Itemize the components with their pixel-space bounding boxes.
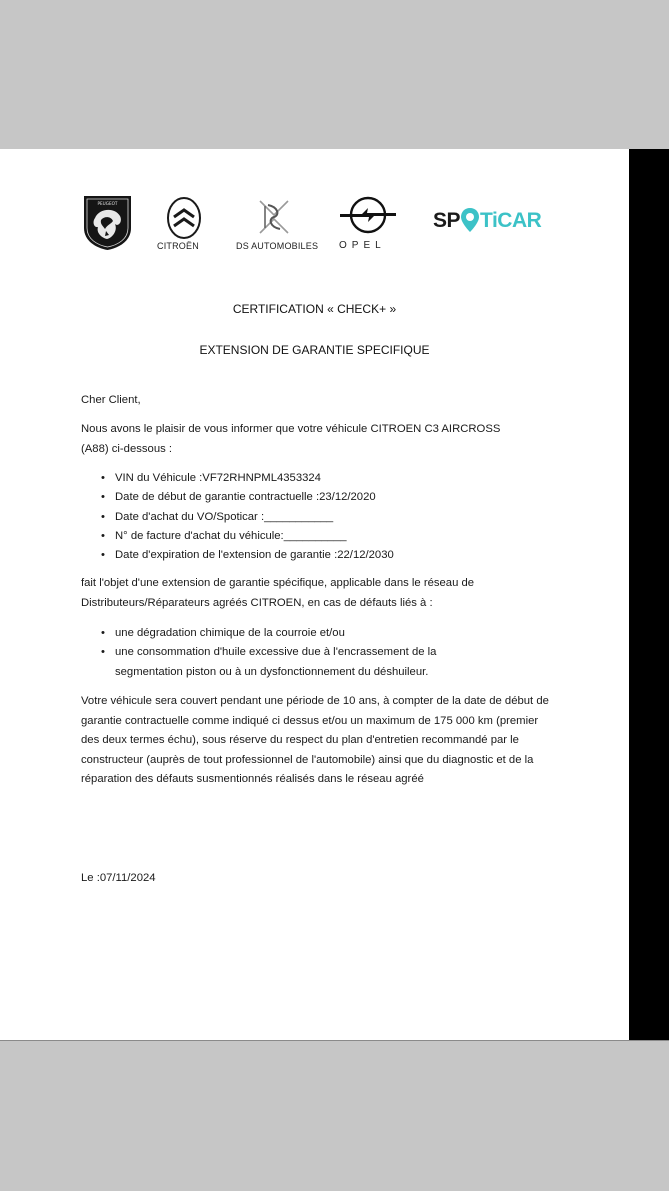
citroen-label: CITROËN	[157, 241, 199, 251]
coverage-terms-paragraph: Votre véhicule sera couvert pendant une période de 10 ans, à compter de la date de début de garantie contractuelle comme indiqué ci dessus et/ou un maximum de 175 000 km (premier des deux termes échu), sous réserve du respect du plan d'entretien recommandé par le constructeur (auprès de tout professionnel de l'automobile) ainsi que du diagnostic et de la réparation des défauts susmentionnés réalisés dans le réseau agréé	[81, 695, 549, 785]
opel-label: OPEL	[339, 240, 386, 251]
list-item: • Date d'achat du VO/Spoticar :___________	[81, 508, 551, 527]
list-item: • Date d'expiration de l'extension de garantie :22/12/2030	[81, 546, 551, 565]
list-item: • VIN du Véhicule :VF72RHNPML4353324	[81, 469, 551, 488]
document-page	[0, 149, 629, 1040]
page-bottom-divider	[0, 1040, 669, 1041]
coverage-intro-paragraph: fait l'objet d'une extension de garantie spécifique, applicable dans le réseau de Distributeurs/Réparateurs agréés CITROEN, en cas de défauts liés à :	[81, 577, 475, 609]
list-item: • une dégradation chimique de la courroie et/ou	[81, 624, 501, 643]
opel-logo-icon	[338, 194, 398, 236]
spoticar-logo: SP TiCAR	[433, 209, 542, 232]
scan-edge-bar	[629, 149, 669, 1040]
intro-paragraph: Nous avons le plaisir de vous informer que votre véhicule CITROEN C3 AIRCROSS (A88) ci-dessous :	[81, 423, 501, 455]
spoticar-pin-icon	[460, 207, 480, 233]
list-item: • N° de facture d'achat du véhicule:__________	[81, 527, 551, 546]
ds-label: DS AUTOMOBILES	[236, 241, 319, 251]
ds-logo-icon	[254, 197, 294, 237]
defects-list	[81, 624, 501, 682]
document-title: CERTIFICATION « CHECK+ »	[232, 302, 397, 316]
greeting: Cher Client,	[81, 394, 141, 406]
date-line: Le :07/11/2024	[81, 872, 156, 884]
list-item: • Date de début de garantie contractuelle :23/12/2020	[81, 488, 551, 507]
document-subtitle: EXTENSION DE GARANTIE SPECIFIQUE	[199, 343, 430, 357]
list-item: • une consommation d'huile excessive due à l'encrassement de la segmentation piston ou à un dysfonctionnement du déshuileur.	[81, 643, 501, 682]
peugeot-logo-icon	[81, 194, 134, 251]
vehicle-details-list	[81, 469, 551, 565]
svg-text:PEUGEOT: PEUGEOT	[97, 201, 118, 206]
citroen-logo-icon	[166, 196, 202, 240]
